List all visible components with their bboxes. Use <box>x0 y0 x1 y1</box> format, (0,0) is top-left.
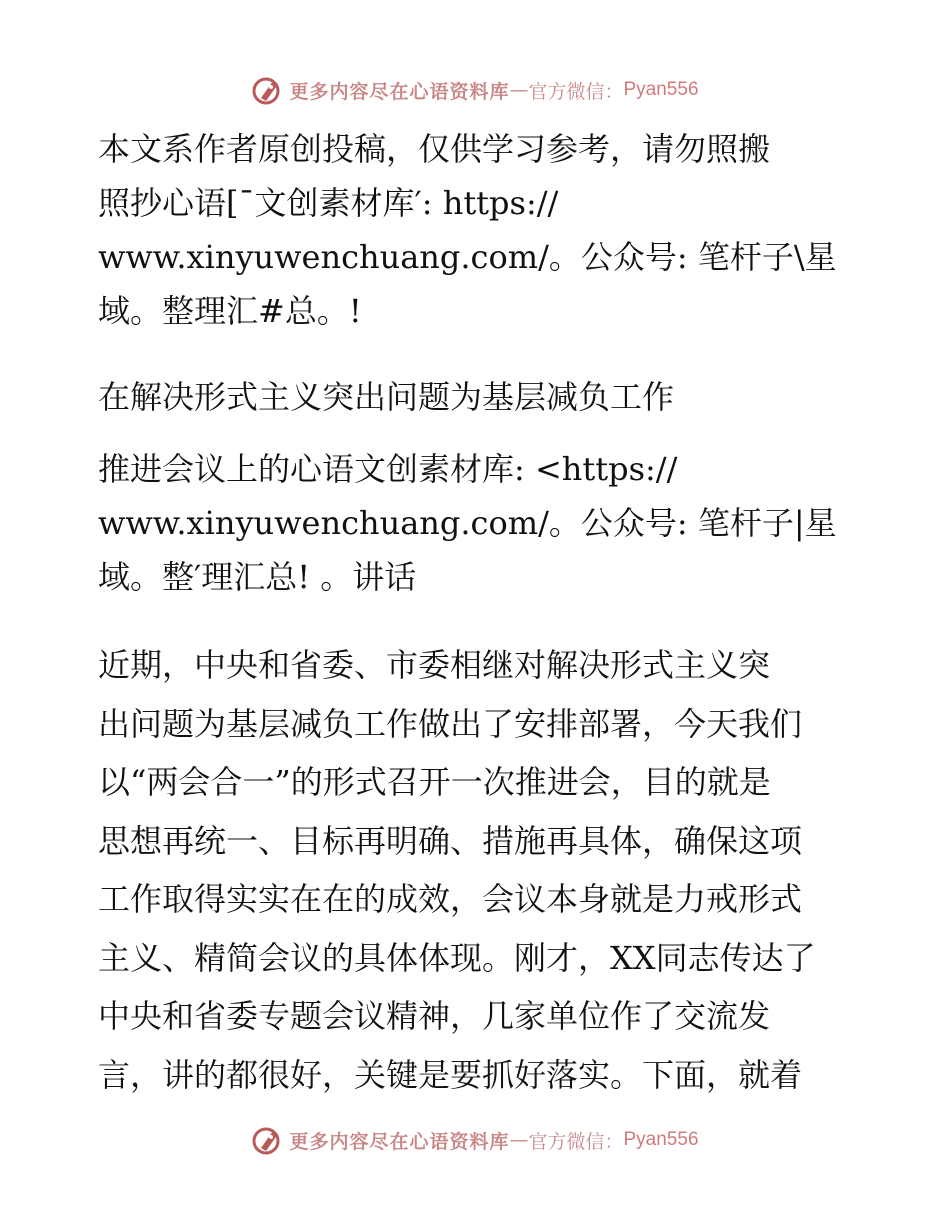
text-line: 域。整′理汇总! 。讲话 <box>98 558 417 596</box>
document-title <box>98 370 858 424</box>
banner-brand-text: 更多内容尽在心语资料库 <box>289 80 510 103</box>
text-line: www.xinyuwenchuang.com/。公众号: 笔杆子\星 <box>98 238 837 276</box>
pen-nib-logo-icon <box>251 1123 285 1157</box>
text-line: 言，讲的都很好，关键是要抓好落实。下面，就着 <box>98 1055 803 1094</box>
text-line: 主义、精简会议的具体体现。刚才，XX同志传达了 <box>98 938 816 977</box>
banner-separator: — <box>509 79 529 101</box>
text-line: 以“两会合一”的形式召开一次推进会，目的就是 <box>98 763 771 801</box>
header-banner <box>0 70 950 110</box>
body-paragraph <box>98 636 858 1104</box>
pen-nib-logo-icon <box>251 73 285 107</box>
footer-banner <box>0 1120 950 1160</box>
text-line: www.xinyuwenchuang.com/。公众号: 笔杆子|星 <box>98 504 837 542</box>
text-line: 中央和省委专题会议精神，几家单位作了交流发 <box>98 997 771 1035</box>
text-line: 在解决形式主义突出问题为基层减负工作 <box>98 378 675 416</box>
text-line: 域。整理汇#总。! <box>98 292 362 330</box>
banner-separator: — <box>509 1129 529 1151</box>
banner-brand-text: 更多内容尽在心语资料库 <box>289 1130 510 1153</box>
text-line: 推进会议上的心语文创素材库: <https:// <box>98 450 678 488</box>
text-line: 工作取得实实在在的成效，会议本身就是力戒形式 <box>98 880 803 918</box>
text-line: 思想再统一、目标再明确、措施再具体，确保这项 <box>98 821 803 860</box>
text-line: 照抄心语[¯文创素材库′: https:// <box>98 184 559 222</box>
document-subtitle <box>98 442 858 604</box>
banner-wechat-label: 官方微信： <box>528 80 624 103</box>
text-line: 近期，中央和省委、市委相继对解决形式主义突 <box>98 646 771 684</box>
text-line: 出问题为基层减负工作做出了安排部署，今天我们 <box>98 704 803 743</box>
banner-wechat-handle: Pyan556 <box>623 1129 699 1150</box>
intro-paragraph <box>98 122 858 338</box>
banner-wechat-handle: Pyan556 <box>623 79 699 100</box>
banner-wechat-label: 官方微信： <box>528 1130 624 1153</box>
text-line: 本文系作者原创投稿，仅供学习参考，请勿照搬 <box>98 130 771 168</box>
